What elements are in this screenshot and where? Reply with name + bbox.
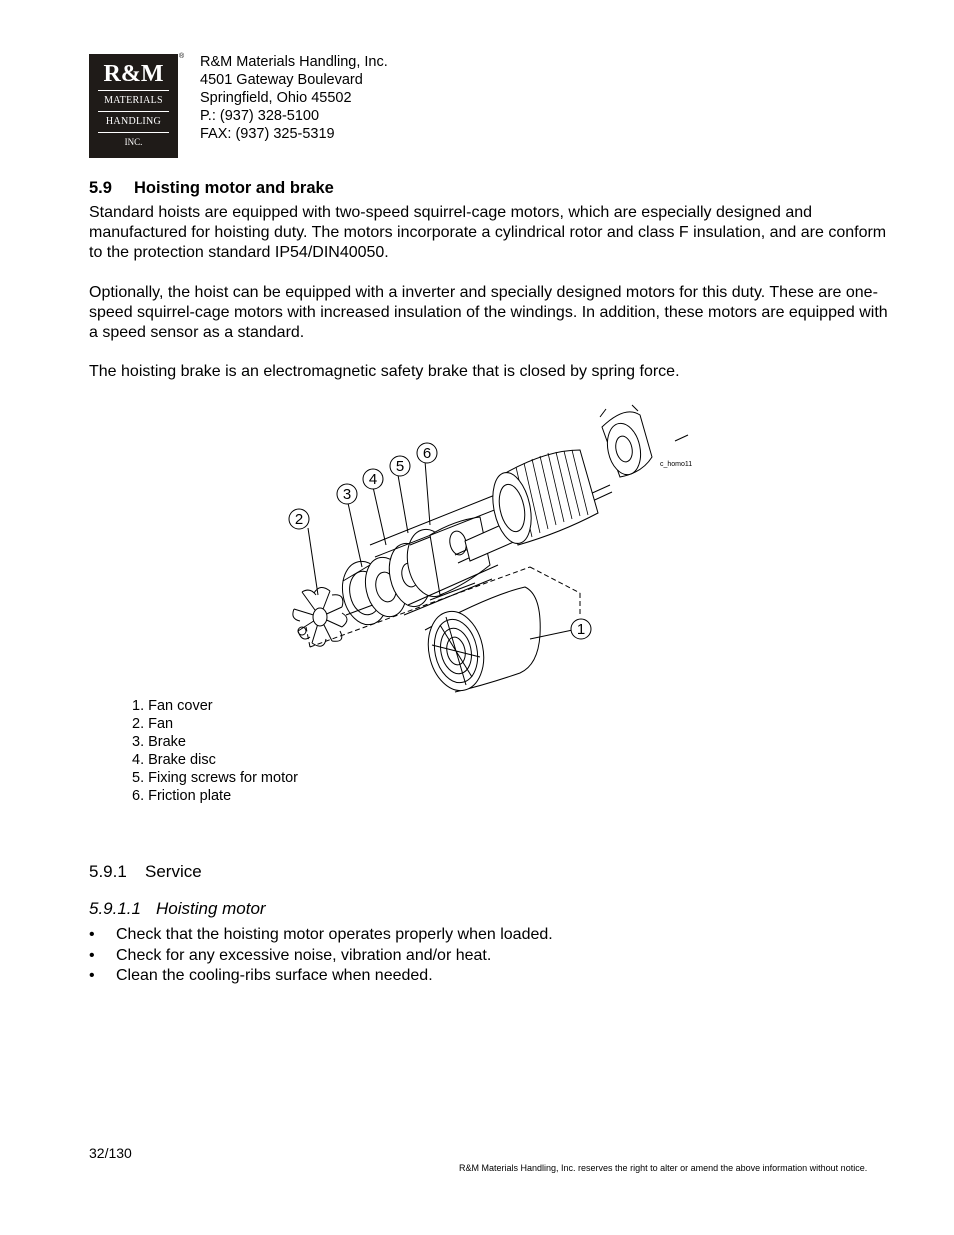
phone-number: P.: (937) 328-5100 xyxy=(200,108,320,124)
legend-item: 2. Fan xyxy=(132,716,174,732)
paragraph-standard-motors: Standard hoists are equipped with two-speed squirrel-cage motors, which are especially designed and manufactured for hoisting duty. The motors incorporate a cylindrical rotor and class F insulation, and are conform to the protection standard IP54/DIN40050. xyxy=(89,204,887,261)
subsubsection-number: 5.9.1.1 xyxy=(89,899,141,918)
subsection-heading xyxy=(89,862,202,882)
logo-divider xyxy=(98,90,169,91)
paragraph-inverter-option: Optionally, the hoist can be equipped with a inverter and specially designed motors for this duty. These are one-speed squirrel-cage motors with increased insulation of the windings. In addition, these motors are equipped with a speed sensor as a standard. xyxy=(89,284,888,341)
subsubsection-title: Hoisting motor xyxy=(156,899,266,918)
legend-item: 5. Fixing screws for motor xyxy=(132,770,298,786)
subsubsection-heading xyxy=(89,899,266,919)
company-address xyxy=(200,53,388,143)
logo-handling: HANDLING xyxy=(105,116,162,127)
logo-inc: INC. xyxy=(124,137,143,147)
paragraph-hoisting-brake: The hoisting brake is an electromagnetic safety brake that is closed by spring force. xyxy=(89,363,680,380)
figure-legend xyxy=(132,697,298,805)
logo-wordmark: R&M xyxy=(103,61,164,87)
callout-5: 5 xyxy=(395,458,405,475)
list-item-text: Check for any excessive noise, vibration and/or heat. xyxy=(116,946,492,964)
footer-disclaimer: R&M Materials Handling, Inc. reserves the right to alter or amend the above information without notice. xyxy=(459,1163,868,1173)
page-number: 32/130 xyxy=(89,1145,132,1161)
service-checklist xyxy=(89,925,553,987)
callout-4: 4 xyxy=(368,471,378,488)
callout-3: 3 xyxy=(342,486,352,503)
exploded-motor-diagram xyxy=(280,395,700,695)
section-title: Hoisting motor and brake xyxy=(134,179,334,197)
legend-item: 4. Brake disc xyxy=(132,752,216,768)
section-number: 5.9 xyxy=(89,179,112,197)
list-item-text: Check that the hoisting motor operates properly when loaded. xyxy=(116,926,553,943)
street-address: 4501 Gateway Boulevard xyxy=(200,72,363,88)
list-item xyxy=(89,925,553,946)
section-heading xyxy=(89,179,334,198)
legend-item: 3. Brake xyxy=(132,734,186,750)
list-item xyxy=(89,966,553,987)
callout-6: 6 xyxy=(422,445,432,462)
company-name: R&M Materials Handling, Inc. xyxy=(200,54,388,70)
registered-mark: ® xyxy=(179,53,185,60)
bullet-marker: • xyxy=(89,926,95,943)
bullet-marker: • xyxy=(89,946,95,964)
company-logo xyxy=(89,54,178,158)
callout-1: 1 xyxy=(576,621,586,638)
list-item-text: Clean the cooling-ribs surface when needed. xyxy=(116,967,433,984)
legend-item: 1. Fan cover xyxy=(132,698,213,714)
fax-number: FAX: (937) 325-5319 xyxy=(200,126,335,142)
logo-divider xyxy=(98,111,169,112)
subsection-number: 5.9.1 xyxy=(89,862,127,881)
logo-materials: MATERIALS xyxy=(104,95,163,106)
subsection-title: Service xyxy=(145,862,202,881)
legend-item: 6. Friction plate xyxy=(132,788,232,804)
city-address: Springfield, Ohio 45502 xyxy=(200,90,352,106)
list-item xyxy=(89,946,553,967)
callout-2: 2 xyxy=(294,511,304,528)
logo-divider xyxy=(98,132,169,133)
figure-code: c_homo11 xyxy=(660,461,693,468)
bullet-marker: • xyxy=(89,967,95,984)
